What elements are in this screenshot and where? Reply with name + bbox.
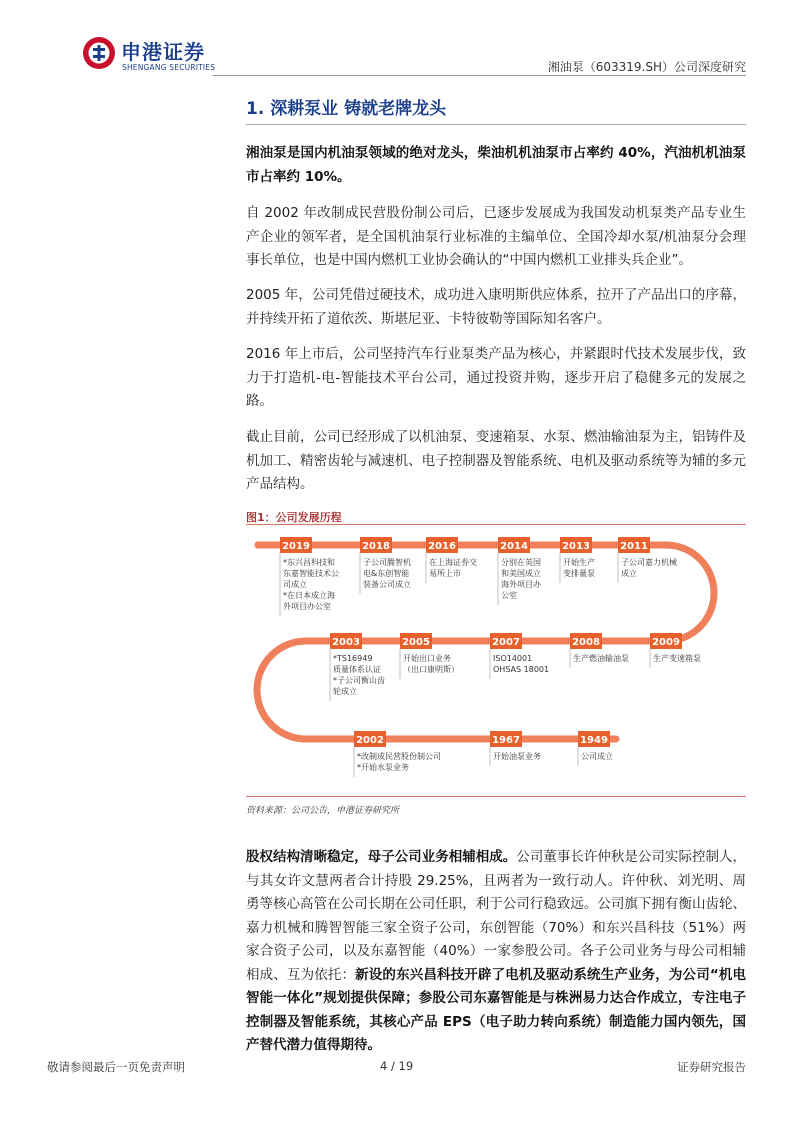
paragraph-equity — [246, 846, 746, 1058]
milestone-note: *开始水泵业务 — [357, 763, 409, 772]
footer-disclaimer: 敬请参阅最后一页免责声明 — [47, 1060, 185, 1074]
milestone-note: 开始油泵业务 — [493, 752, 541, 761]
timeline-milestone — [650, 633, 701, 668]
milestone-note: 公室 — [501, 591, 517, 600]
timeline-milestone — [560, 537, 595, 583]
paragraph-listing: 2016 年上市后，公司坚持汽车行业泵类产品为核心，并紧跟时代技术发展步伐，致力于打造机-电-智能技术平台公司，通过投资并购，逐步开启了稳健多元的发展之路。 — [246, 346, 746, 409]
footer-label: 证券研究报告 — [677, 1060, 746, 1074]
year-label: 2018 — [362, 541, 390, 552]
section-divider — [246, 124, 746, 125]
page-number: 4 / 19 — [380, 1059, 414, 1073]
milestone-note: 和美国成立 — [501, 569, 541, 578]
milestone-note: 电&东创智能 — [363, 569, 410, 578]
figure-caption: 图1：公司发展历程 — [246, 511, 342, 524]
milestone-note: 变排量泵 — [563, 569, 595, 578]
milestone-note: *东兴昌科技和 — [283, 558, 335, 567]
milestone-note: *在日本成立海 — [283, 591, 335, 600]
milestone-note: *TS16949 — [333, 654, 373, 663]
milestone-note: 司成立 — [283, 580, 307, 589]
milestone-note: 开始出口业务 — [403, 654, 451, 663]
milestone-note: 海外项目办 — [501, 580, 541, 589]
figure-bottom-rule — [246, 796, 746, 797]
milestone-note: ISO14001 — [493, 654, 533, 663]
year-label: 2014 — [500, 541, 528, 552]
milestone-note: 外项目办公室 — [283, 602, 331, 611]
milestone-note: 轮成立 — [333, 687, 357, 696]
milestone-note: 成立 — [621, 569, 637, 578]
intro-lead: 湘油泵是国内机油泵领域的绝对龙头，柴油机机油泵市占率约 40%，汽油机机油泵市占率约 10%。 — [246, 145, 746, 185]
milestone-note: 在上海证券交 — [429, 558, 477, 567]
company-logo-icon — [82, 36, 116, 70]
milestone-note: 公司成立 — [581, 752, 613, 761]
equity-lead: 股权结构清晰稳定，母子公司业务相辅相成。 — [246, 849, 517, 865]
figure-top-rule — [246, 524, 746, 525]
paragraph-history: 自 2002 年改制成民营股份制公司后，已逐步发展成为我国发动机泵类产品专业生产企业的领军者，是全国机油泵行业标准的主编单位、全国冷却水泵/机油泵分会理事长单位，也是中国内燃机工业协会确认的“中国内燃机工业排头兵企业”。 — [246, 205, 746, 268]
figure-source: 资料来源：公司公告，申港证券研究所 — [246, 806, 400, 816]
milestone-note: *子公司衡山齿 — [333, 676, 385, 685]
report-title: 湘油泵（603319.SH）公司深度研究 — [547, 60, 746, 74]
logo-text-en: SHENGANG SECURITIES — [122, 63, 216, 72]
year-label: 2003 — [332, 637, 360, 648]
milestone-note: 生产燃油输油泵 — [573, 654, 629, 663]
year-label: 2005 — [402, 637, 430, 648]
milestone-note: 生产变速箱泵 — [653, 654, 701, 663]
paragraph-export: 2005 年，公司凭借过硬技术，成功进入康明斯供应体系，拉开了产品出口的序幕，并持续开拓了道依茨、斯堪尼亚、卡特彼勒等国际知名客户。 — [246, 287, 746, 327]
year-label: 2008 — [572, 637, 600, 648]
paragraph-products: 截止目前，公司已经形成了以机油泵、变速箱泵、水泵、燃油输油泵为主，铝铸件及机加工、精密齿轮与减速机、电子控制器及智能系统、电机及驱动系统等为辅的多元产品结构。 — [246, 429, 746, 492]
milestone-note: 子公司嘉力机械 — [621, 558, 677, 567]
year-label: 1949 — [580, 735, 608, 746]
milestone-note: 质量体系认证 — [333, 665, 381, 674]
timeline-diagram — [246, 528, 746, 793]
milestone-note: 易所上市 — [429, 569, 461, 578]
milestone-note: OHSAS 18001 — [493, 665, 550, 674]
equity-body: 公司董事长许仲秋是公司实际控制人，与其女许文慧两者合计持股 29.25%，且两者为一致行动人。许仲秋、刘光明、周勇等核心高管在公司长期在公司任职，利于公司行稳致远。公司旗下拥有衡山齿轮、嘉力机械和腾智智能三家全资子公司，东创智能（70%）和东兴昌科技（51%）两家合资子公司，以及东嘉智能（40%）一家参股公司。各子公司业务与母公司相辅相成、互为依托： — [246, 849, 747, 983]
logo-text-cn: 申港证券 — [121, 40, 205, 64]
header-divider — [213, 75, 746, 76]
year-label: 2011 — [620, 541, 648, 552]
milestone-note: （出口康明斯） — [403, 665, 459, 674]
milestone-note: 分别在英国 — [501, 558, 541, 567]
year-label: 2013 — [562, 541, 590, 552]
year-label: 2009 — [652, 637, 680, 648]
year-label: 2007 — [492, 637, 520, 648]
timeline-milestone — [280, 537, 339, 616]
equity-tail: 新设的东兴昌科技开辟了电机及驱动系统生产业务，为公司“机电智能一体化”规划提供保障；参股公司东嘉智能是与株洲易力达合作成立，专注电子控制器及智能系统，其核心产品 EPS（电子助力转向系统）制造能力国内领先，国产替代潜力值得期待。 — [246, 966, 746, 1053]
milestone-note: 装备公司成立 — [363, 580, 411, 589]
timeline-milestone — [578, 731, 613, 766]
milestone-note: *改制成民营股份制公司 — [357, 752, 441, 761]
section-title: 1. 深耕泵业 铸就老牌龙头 — [246, 99, 447, 119]
year-label: 2019 — [282, 541, 310, 552]
milestone-note: 开始生产 — [563, 558, 595, 567]
milestone-note: 子公司腾智机 — [363, 558, 411, 567]
year-label: 2002 — [356, 735, 384, 746]
milestone-note: 东嘉智能技术公 — [283, 569, 339, 578]
year-label: 1967 — [492, 735, 520, 746]
year-label: 2016 — [428, 541, 456, 552]
